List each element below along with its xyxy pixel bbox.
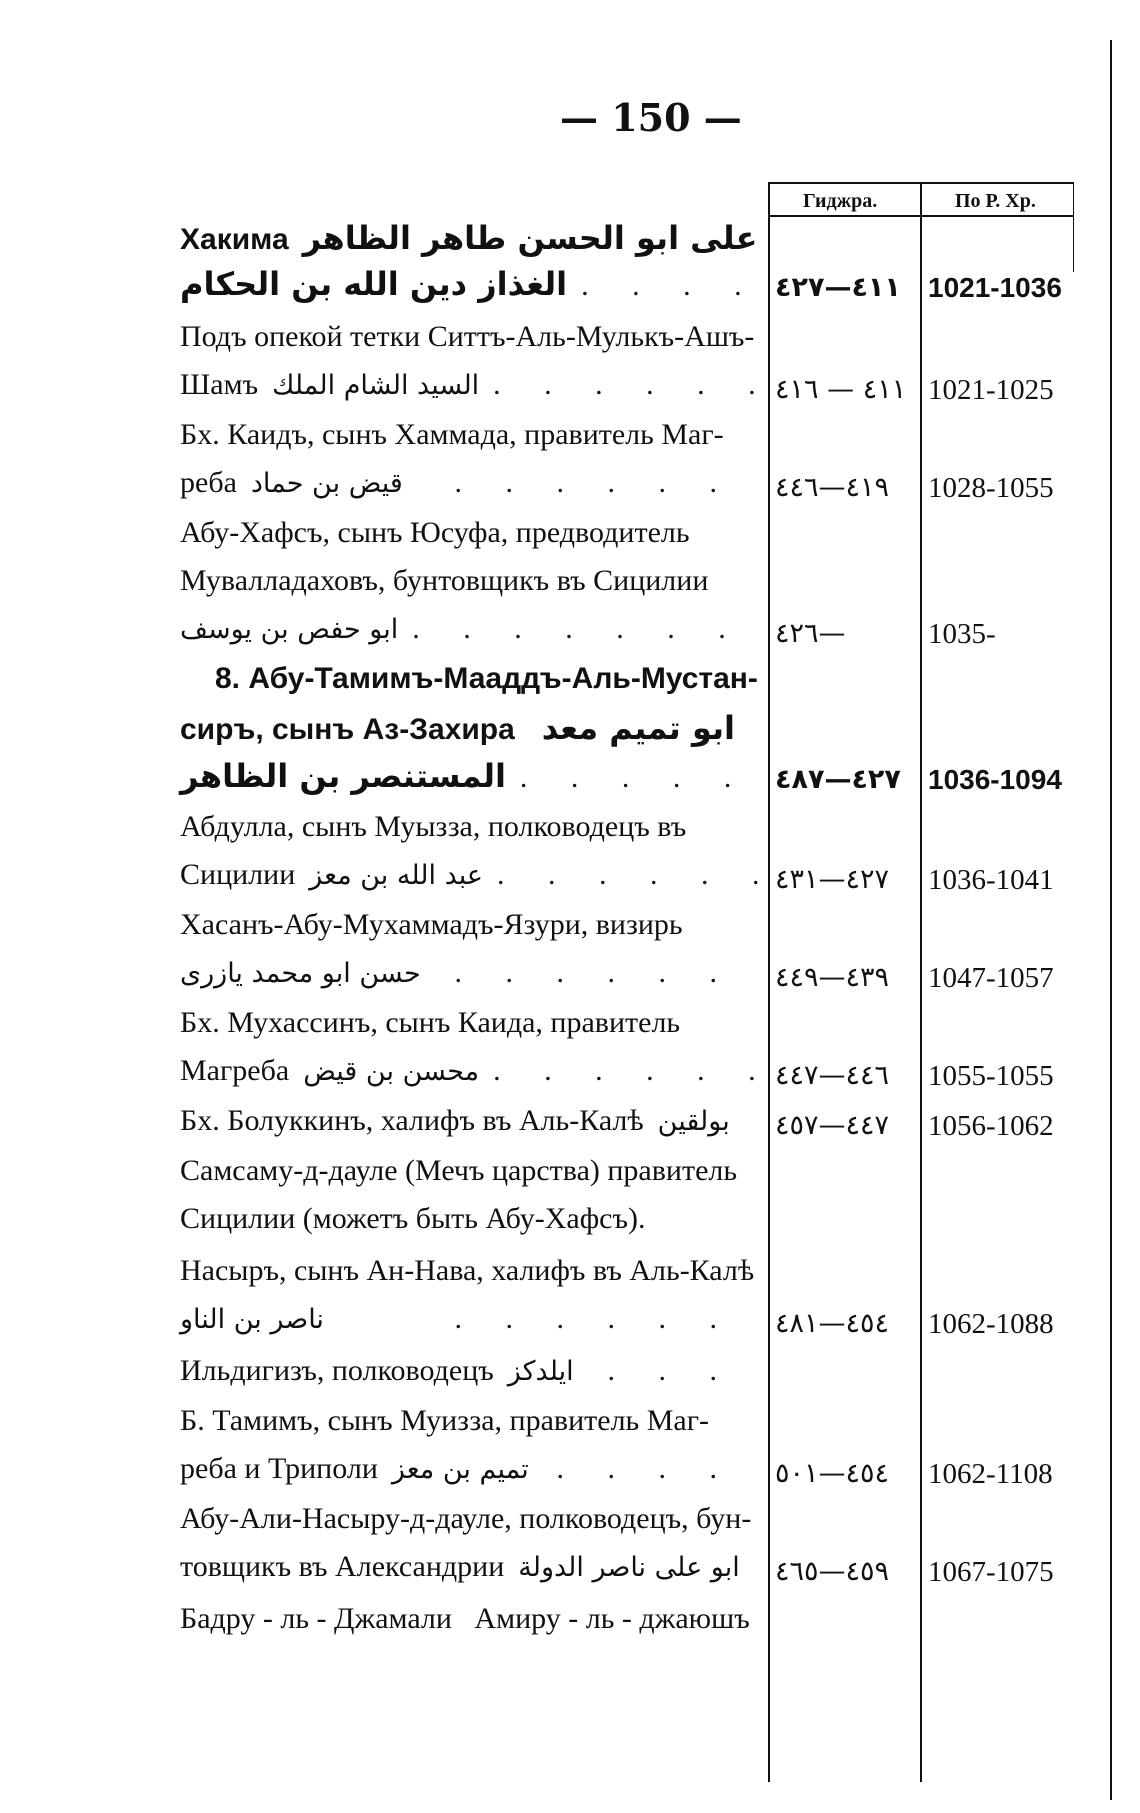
entry-line: ناصر بن الناو . . . . . . (180, 1302, 735, 1335)
hijra-years: ٤١١ — ٤١٦ (775, 374, 907, 405)
ad-years: 1062-1108 (928, 1458, 1053, 1490)
entry-line: Насыръ, сынъ Ан-Нава, халифъ въ Аль-Калѣ (180, 1254, 755, 1287)
entry-line: товщикъ въ Александрии ابو علی ناصر الدولة (180, 1550, 740, 1583)
hijra-years: ٤٥٤—٤٨١ (775, 1308, 890, 1339)
arabic-name: المستنصر بن الظاهر (180, 757, 506, 795)
entry-line: الغذاز دين الله بن الحكام . . . . (180, 265, 760, 303)
entry-line: реба قيض بن حماد . . . . . . (180, 466, 735, 499)
entry-line: Сицилии عبد الله بن معز . . . . . . (180, 858, 778, 891)
entry-line: Бадру - ль - Джамали Амиру - ль - джаюшъ (180, 1602, 750, 1635)
entry-line: المستنصر بن الظاهر . . . . . (180, 757, 750, 795)
entry-name: Хакима (180, 223, 289, 256)
arabic-name: حسن ابو محمد يازری (180, 958, 421, 989)
arabic-name: قيض بن حماد (250, 468, 403, 499)
hijra-years: ٤٢٧—٤٨٧ (775, 764, 901, 795)
entry-line: حسن ابو محمد يازری . . . . . . (180, 956, 735, 989)
entry-line: Мувалладаховъ, бунтовщикъ въ Сицилии (180, 564, 709, 597)
entry-line: сиръ, сынъ Аз-Захира ابو تميم معد (180, 709, 735, 747)
entry-line: Магреба محسن بن قيض . . . . . . (180, 1054, 774, 1087)
entry-line: Подъ опекой тетки Ситтъ-Аль-Мулькъ-Ашъ- (180, 320, 755, 353)
header-ad: По Р. Хр. (955, 190, 1036, 212)
hijra-years: ٤٥٤—٥٠١ (775, 1458, 890, 1489)
entry-line (180, 219, 758, 257)
hijra-years: ٤٢٦— (775, 618, 846, 649)
ad-years: 1036-1094 (928, 764, 1062, 795)
ad-years: 1047-1057 (928, 962, 1054, 994)
hijra-years: ٤١١—٤٢٧ (775, 272, 901, 303)
arabic-name: ناصر بن الناو (180, 1304, 324, 1335)
arabic-name: ابو حفص بن يوسف (180, 614, 399, 645)
arabic-name: السيد الشام الملك (272, 370, 480, 401)
caliph-heading: 8. Абу-Тамимъ-Мааддъ-Аль-Мустан- (215, 662, 758, 695)
arabic-name: عبد الله بن معز (309, 860, 484, 891)
page-edge-rule (1110, 40, 1112, 1800)
arabic-name: ابو علی ناصر الدولة (518, 1552, 740, 1583)
entry-line: Бх. Болуккинъ, халифъ въ Аль-Калѣ بولقين (180, 1104, 730, 1137)
entry-line: Абу-Хафсъ, сынъ Юсуфа, предводитель (180, 516, 690, 549)
column-rule-right (1073, 182, 1074, 272)
ad-years: 1067-1075 (928, 1556, 1054, 1588)
hijra-years: ٤١٩—٤٤٦ (775, 472, 890, 503)
page-number: — 150 — (560, 95, 742, 140)
entry-line: Ильдигизъ, полководецъ ايلدكز . . . (180, 1354, 735, 1387)
entry-line: Самсаму-д-дауле (Мечъ царства) правитель (180, 1154, 738, 1187)
header-hijra: Гиджра. (803, 190, 878, 212)
hijra-years: ٤٤٦—٤٤٧ (775, 1060, 890, 1091)
entry-line: ابو حفص بن يوسف . . . . . . . (180, 612, 744, 645)
ad-years: 1055-1055 (928, 1060, 1054, 1092)
entry-line: Шамъ السيد الشام الملك . . . . . . (180, 368, 774, 401)
arabic-name: ابو تميم معد (541, 709, 735, 747)
entry-line: реба и Триполи تميم بن معز . . . . (180, 1452, 735, 1485)
arabic-name: محسن بن قيض (303, 1056, 480, 1087)
entry-line: Абдулла, сынъ Муызза, полководецъ въ (180, 810, 687, 843)
entry-line: Хасанъ-Абу-Мухаммадъ-Язури, визирь (180, 908, 683, 941)
entry-line: Бх. Каидъ, сынъ Хаммада, правитель Маг- (180, 418, 724, 451)
column-rule-middle (920, 182, 922, 1782)
entry-line: Бх. Мухассинъ, сынъ Каида, правитель (180, 1006, 681, 1039)
arabic-name: تميم بن معز (391, 1454, 529, 1485)
arabic-name: ايلدكز (507, 1356, 574, 1387)
ad-years: 1035- (928, 618, 996, 650)
ad-years: 1021-1025 (928, 374, 1054, 406)
ad-years: 1062-1088 (928, 1308, 1054, 1340)
hijra-years: ٤٢٧—٤٣١ (775, 864, 890, 895)
ad-years: 1021-1036 (928, 272, 1062, 303)
ad-years: 1036-1041 (928, 864, 1054, 896)
arabic-name: علی ابو الحسن طاهر الظاهر (302, 219, 758, 257)
entry-line: Сицилии (можетъ быть Абу-Хафсъ). (180, 1202, 646, 1235)
ad-years: 1056-1062 (928, 1110, 1054, 1142)
hijra-years: ٤٣٩—٤٤٩ (775, 962, 890, 993)
arabic-name: بولقين (657, 1106, 730, 1137)
ad-years: 1028-1055 (928, 472, 1054, 504)
hijra-years: ٤٥٩—٤٦٥ (775, 1556, 890, 1587)
entry-line: Абу-Али-Насыру-д-дауле, полководецъ, бун- (180, 1502, 752, 1535)
entry-line: Б. Тамимъ, сынъ Муизза, правитель Маг- (180, 1404, 710, 1437)
column-rule-left (768, 182, 770, 1782)
hijra-years: ٤٤٧—٤٥٧ (775, 1110, 890, 1141)
arabic-name: الغذاز دين الله بن الحكام (180, 265, 568, 303)
